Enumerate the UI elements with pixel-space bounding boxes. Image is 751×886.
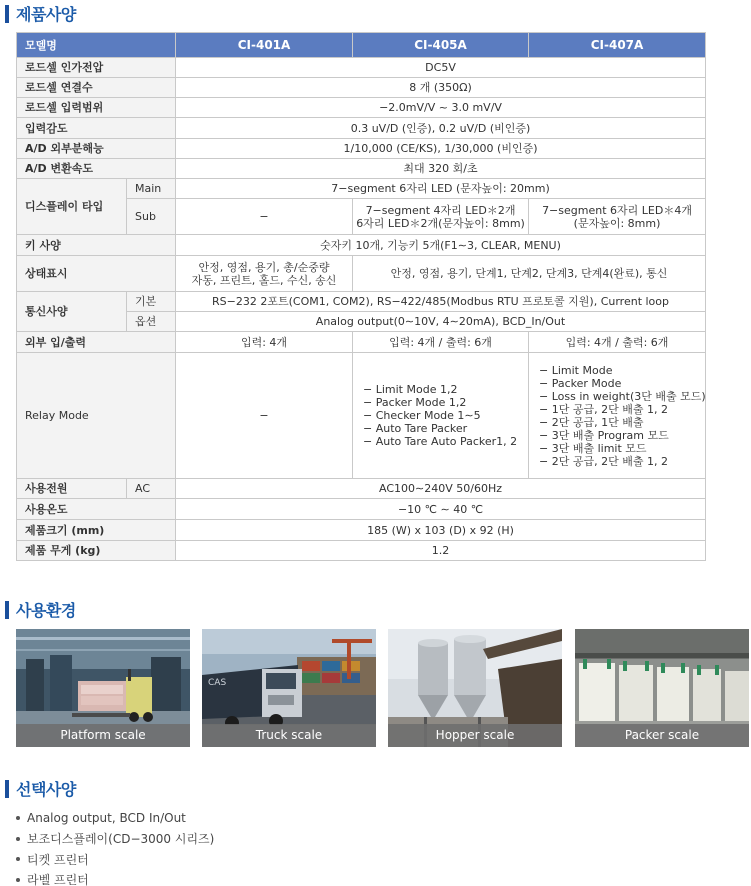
row-value [529,353,706,479]
row-label: 로드셀 입력범위 [17,98,176,118]
photo-caption: Packer scale [575,724,749,747]
table-row [17,353,706,479]
env-title: 사용환경 [16,601,76,620]
row-value: 안정, 영점, 용기, 단계1, 단계2, 단계3, 단계4(완료), 통신 [353,256,706,292]
model-header: 모델명 [17,33,176,58]
svg-text:CAS: CAS [208,678,227,688]
list-item [16,849,214,870]
row-value: − [176,199,353,235]
row-value: Analog output(0∼10V, 4∼20mA), BCD_In/Out [176,312,706,332]
row-value [176,256,353,292]
value-line: − 3단 배출 limit 모드 [539,441,647,455]
table-row [17,235,706,256]
spec-table [16,32,706,561]
row-label: 키 사양 [17,235,176,256]
hopper-scale-photo [388,629,562,747]
row-label: 디스플레이 타입 [17,179,127,235]
value-line: 6자리 LED＊2개(문자높이: 8mm) [356,216,525,230]
row-value [529,199,706,235]
spec-title: 제품사양 [16,5,76,24]
truck-scale-photo [202,629,376,747]
table-row [17,499,706,520]
options-list [16,808,214,886]
row-value: 8 개 (350Ω) [176,78,706,98]
row-value: − [176,353,353,479]
row-value [353,199,529,235]
spec-section-title [5,2,76,25]
row-value: 입력: 4개 / 출력: 6개 [529,332,706,353]
table-row [17,520,706,541]
value-line: − Limit Mode 1,2 [363,383,458,396]
table-row [17,541,706,561]
value-line: 7−segment 4자리 LED＊2개 [365,203,516,217]
row-label: 제품크기 (mm) [17,520,176,541]
model-ci-405a: CI-405A [353,33,529,58]
sub-label: Sub [127,199,176,235]
row-value: 최대 320 회/초 [176,159,706,179]
table-row [17,479,706,499]
value-line: − 3단 배출 Program 모드 [539,428,669,442]
photo-caption: Hopper scale [388,724,562,747]
row-value: 0.3 uV/D (인증), 0.2 uV/D (비인증) [176,118,706,139]
options-section-title [5,777,76,800]
list-item [16,808,214,829]
option-text: 라벨 프린터 [27,873,89,886]
sub-label: 기본 [127,292,176,312]
photo-caption: Truck scale [202,724,376,747]
environment-gallery [16,629,749,747]
packer-scale-photo [575,629,749,747]
option-text: 보조디스플레이(CD−3000 시리즈) [27,832,215,847]
bullet-icon [16,878,20,882]
sub-label: 옵션 [127,312,176,332]
row-value: −10 ℃ ∼ 40 ℃ [176,499,706,520]
option-text: Analog output, BCD In/Out [27,811,186,826]
row-label: 외부 입/출력 [17,332,176,353]
value-line: − Checker Mode 1∼5 [363,409,481,422]
bullet-icon [16,857,20,861]
row-label: 로드셀 연결수 [17,78,176,98]
value-line: − 2단 공급, 1단 배출 [539,415,644,429]
table-row [17,139,706,159]
row-label: 사용온도 [17,499,176,520]
value-line: 자동, 프린트, 홀드, 수신, 송신 [191,273,337,287]
value-line: 7−segment 6자리 LED＊4개 [542,203,692,217]
env-section-title [5,598,76,621]
table-header-row [17,33,706,58]
row-label: Relay Mode [17,353,176,479]
table-row [17,292,706,312]
photo-caption: Platform scale [16,724,190,747]
section-marker [5,601,9,619]
table-row [17,118,706,139]
sub-label: Main [127,179,176,199]
row-value: 1.2 [176,541,706,561]
row-value: 7−segment 6자리 LED (문자높이: 20mm) [176,179,706,199]
platform-scale-photo [16,629,190,747]
value-line: − Loss in weight(3단 배출 모드) [539,389,706,403]
bullet-icon [16,837,20,841]
row-label: 사용전원 [17,479,127,499]
row-value: 1/10,000 (CE/KS), 1/30,000 (비인증) [176,139,706,159]
option-text: 티켓 프린터 [27,852,89,867]
value-line: − 1단 공급, 2단 배출 1, 2 [539,402,668,416]
value-line: − 2단 공급, 2단 배출 1, 2 [539,454,668,468]
list-item [16,829,214,850]
row-label: 상태표시 [17,256,176,292]
row-value: −2.0mV/V ~ 3.0 mV/V [176,98,706,118]
row-value: 입력: 4개 / 출력: 6개 [353,332,529,353]
table-row [17,98,706,118]
row-value: 숫자키 10개, 기능키 5개(F1∼3, CLEAR, MENU) [176,235,706,256]
table-row [17,179,706,199]
row-label: A/D 외부분해능 [17,139,176,159]
list-item [16,870,214,886]
row-value: DC5V [176,58,706,78]
sub-label: AC [127,479,176,499]
value-line: − Auto Tare Packer [363,422,468,435]
row-label: A/D 변환속도 [17,159,176,179]
model-ci-407a: CI-407A [529,33,706,58]
table-row [17,332,706,353]
table-row [17,159,706,179]
options-title: 선택사양 [16,780,76,799]
value-line: − Limit Mode [539,363,613,377]
row-value: AC100∼240V 50/60Hz [176,479,706,499]
row-label: 입력감도 [17,118,176,139]
row-value: 185 (W) x 103 (D) x 92 (H) [176,520,706,541]
row-label: 제품 무게 (kg) [17,541,176,561]
row-label: 통신사양 [17,292,127,332]
table-row [17,256,706,292]
table-row [17,78,706,98]
value-line: 안정, 영점, 용기, 총/순중량 [198,260,330,274]
section-marker [5,5,9,23]
row-value: 입력: 4개 [176,332,353,353]
value-line: (문자높이: 8mm) [573,216,661,230]
row-value [353,353,529,479]
section-marker [5,780,9,798]
value-line: − Packer Mode [539,376,622,390]
row-value: RS−232 2포트(COM1, COM2), RS−422/485(Modbus RTU 프로토콜 지원), Current loop [176,292,706,312]
bullet-icon [16,816,20,820]
value-line: − Packer Mode 1,2 [363,396,467,409]
table-row [17,58,706,78]
value-line: − Auto Tare Auto Packer1, 2 [363,435,518,448]
row-label: 로드셀 인가전압 [17,58,176,78]
model-ci-401a: CI-401A [176,33,353,58]
